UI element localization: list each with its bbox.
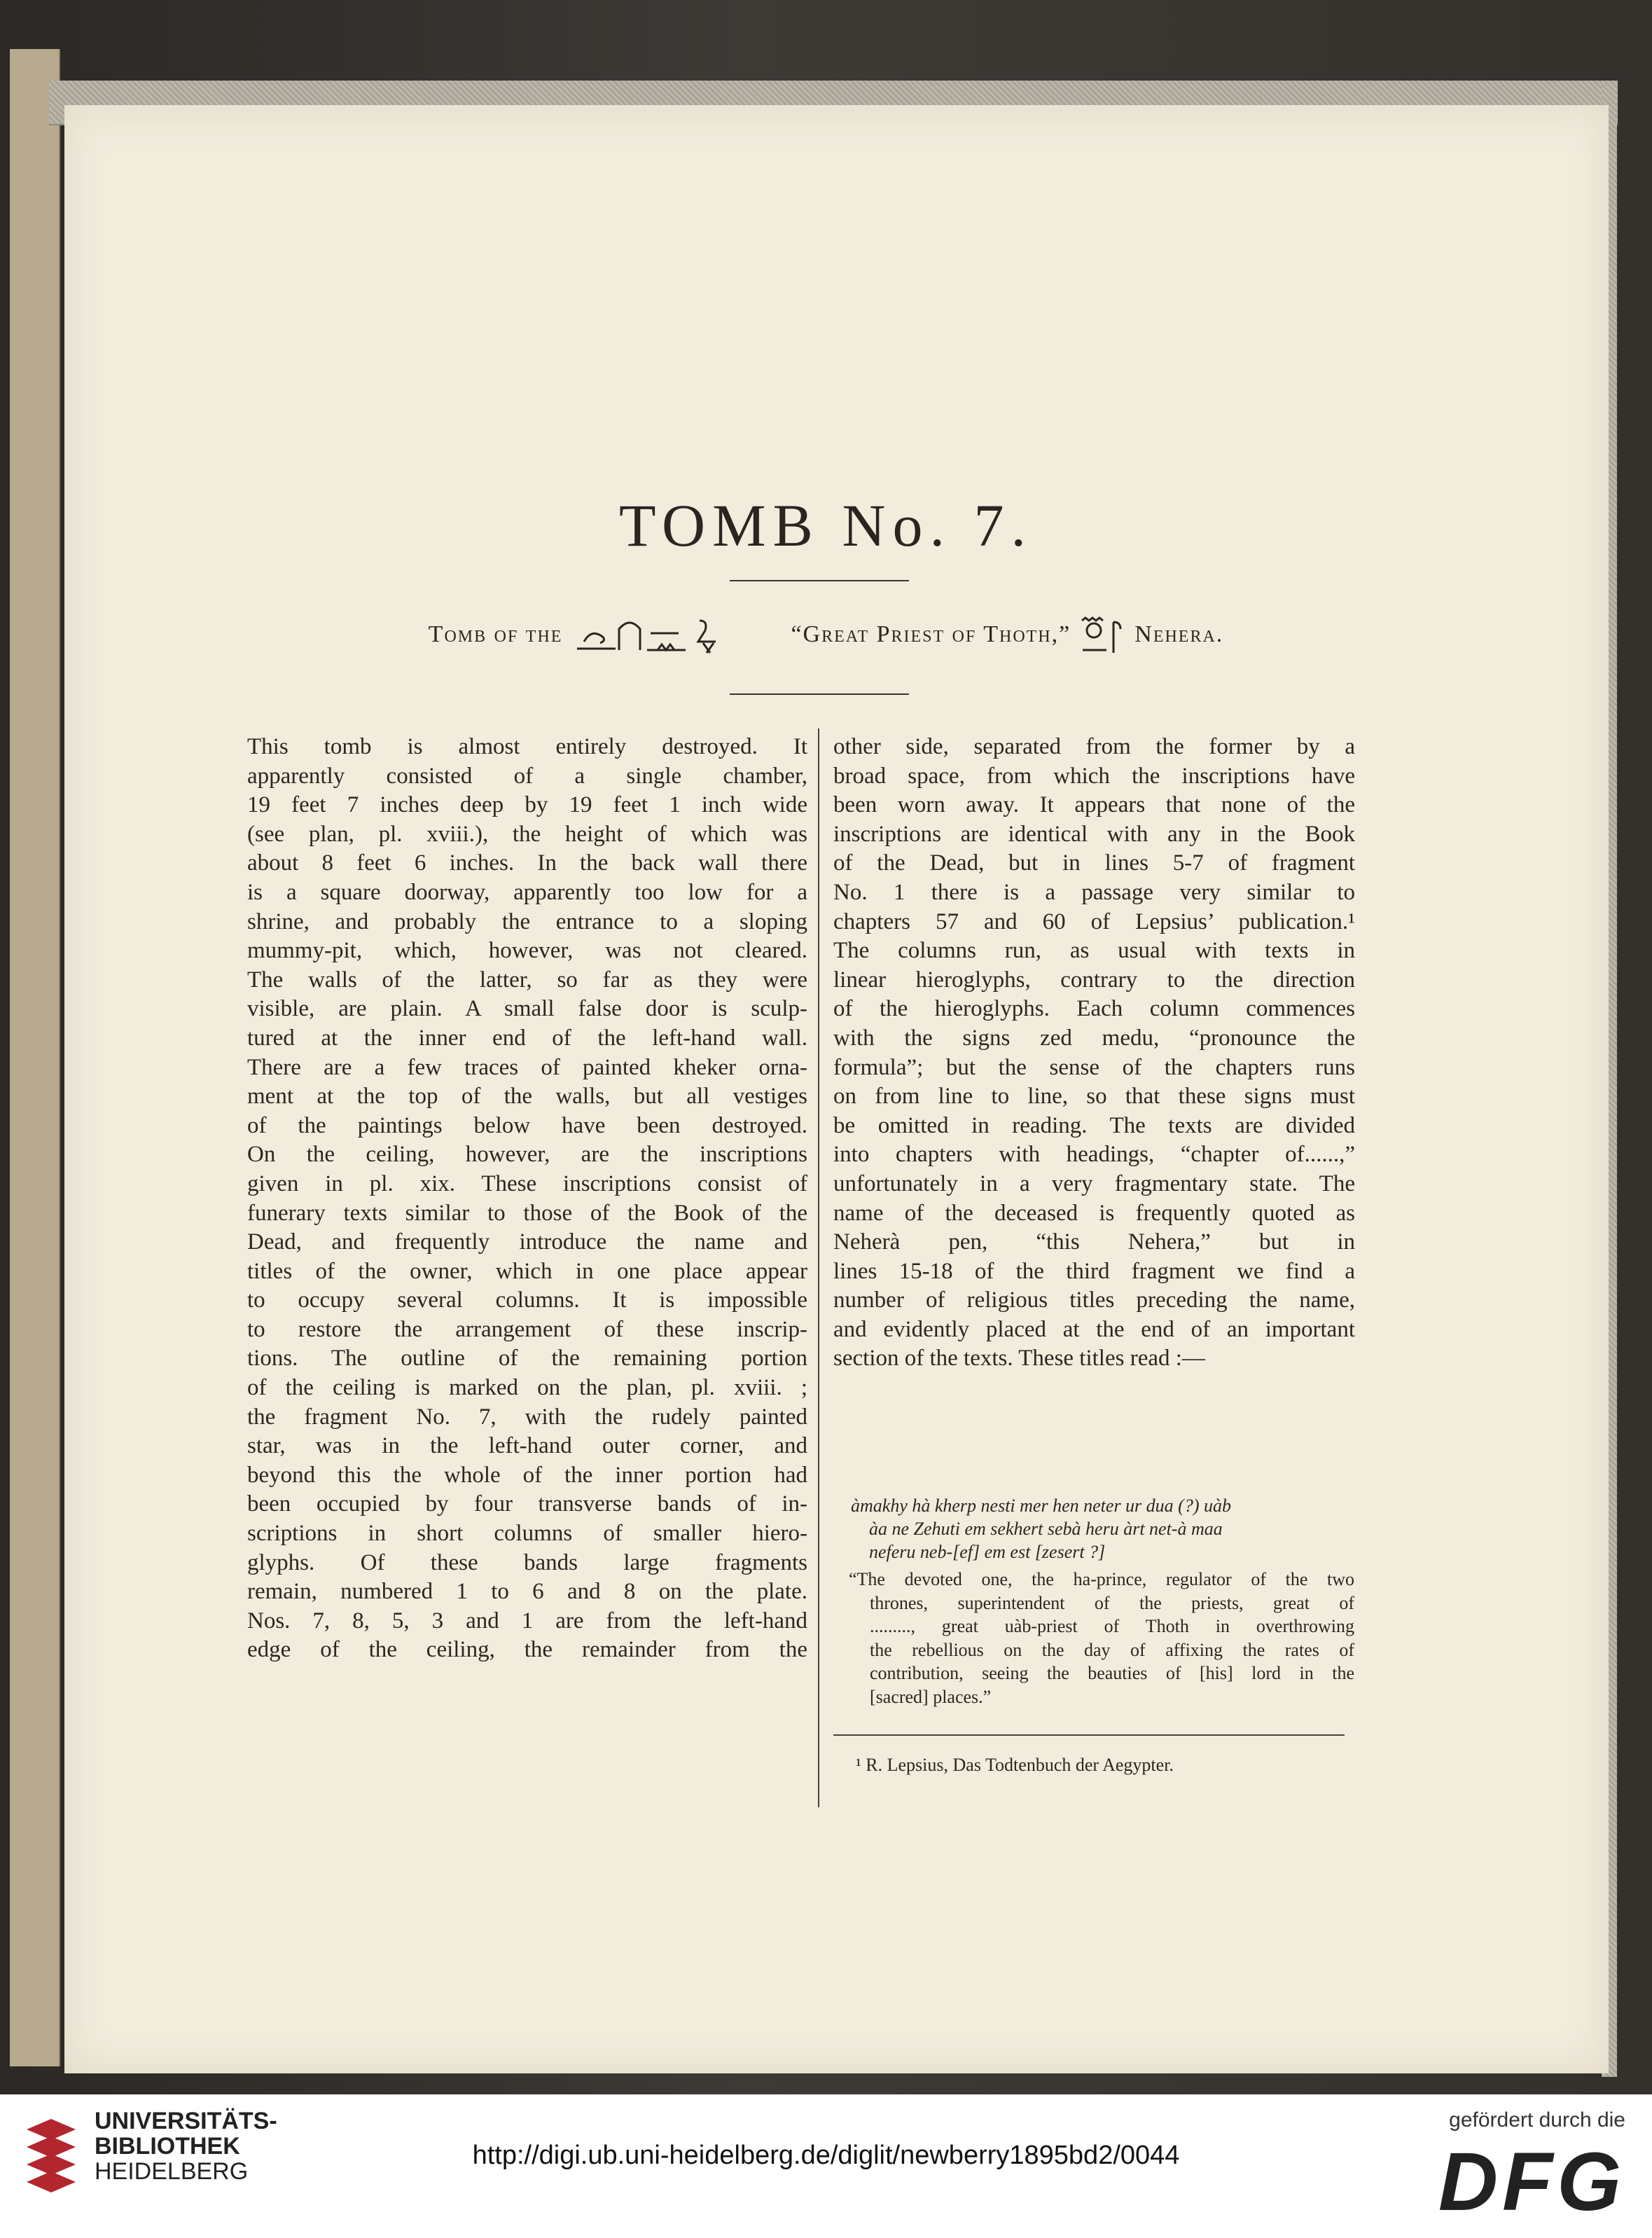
text-line: given in pl. xix. These inscriptions consist of — [247, 1170, 807, 1196]
text-line: into chapters with headings, “chapter of......,” — [833, 1142, 1355, 1168]
text-line: on from line to line, so that these signs must — [833, 1084, 1355, 1110]
transliteration-line: neferu neb-[ef] em est [zesert ?] — [869, 1542, 1106, 1562]
book-board-edge — [10, 49, 60, 2066]
subtitle-prefix: Tomb of the — [428, 621, 563, 647]
text-line: beyond this the whole of the inner portion had — [247, 1462, 807, 1488]
translation-line: ........., great uàb-priest of Thoth in overthrowing — [870, 1616, 1354, 1636]
translation-line: thrones, superintendent of the priests, great of — [870, 1592, 1354, 1613]
text-line: The columns run, as usual with texts in — [833, 938, 1355, 964]
text-line: and evidently placed at the end of an important — [833, 1316, 1355, 1342]
text-line: of the paintings below have been destroyed. — [247, 1112, 807, 1138]
funded-by-label: gefördert durch die — [1449, 2108, 1625, 2132]
library-name-line3: HEIDELBERG — [95, 2158, 249, 2185]
text-line: On the ceiling, however, are the inscriptions — [247, 1142, 807, 1168]
text-line: star, was in the left-hand outer corner, and — [247, 1433, 807, 1459]
translation-line: “The devoted one, the ha-prince, regulator of the two — [849, 1569, 1354, 1589]
text-line: of the ceiling is marked on the plan, pl. xviii. ; — [247, 1375, 807, 1401]
transliteration-line: àmakhy hà kherp nesti mer hen neter ur dua (?) uàb — [851, 1496, 1231, 1516]
library-name-line2: BIBLIOTHEK — [95, 2133, 240, 2160]
name-hieroglyph-icon — [1078, 615, 1127, 657]
text-line: Dead, and frequently introduce the name and — [247, 1229, 807, 1255]
text-line: section of the texts. These titles read :— — [833, 1346, 1205, 1372]
source-url-link[interactable]: http://digi.ub.uni-heidelberg.de/diglit/newberry1895bd2/0044 — [472, 2141, 1180, 2170]
text-line: be omitted in reading. The texts are divided — [833, 1112, 1355, 1138]
transliteration-line: àa ne Zehuti em sekhert sebà heru àrt net-à maa — [869, 1519, 1223, 1539]
text-line: scriptions in short columns of smaller hiero- — [247, 1521, 807, 1547]
subtitle-name: Nehera. — [1134, 621, 1224, 647]
text-line: titles of the owner, which in one place appear — [247, 1258, 807, 1284]
text-line: the fragment No. 7, with the rudely painted — [247, 1404, 807, 1430]
text-line: There are a few traces of painted kheker orna- — [247, 1054, 807, 1080]
text-line: name of the deceased is frequently quoted as — [833, 1200, 1355, 1226]
text-line: Neherà pen, “this Nehera,” but in — [833, 1229, 1355, 1255]
text-line: number of religious titles preceding the name, — [833, 1287, 1355, 1313]
text-line: about 8 feet 6 inches. In the back wall there — [247, 850, 807, 876]
text-line: (see plan, pl. xviii.), the height of which was — [247, 821, 807, 847]
title-rule-bottom — [730, 693, 909, 695]
text-line: This tomb is almost entirely destroyed. It — [247, 734, 807, 759]
text-line: been worn away. It appears that none of the — [833, 792, 1355, 818]
transliteration-block — [851, 1494, 1355, 1563]
translation-line: the rebellious on the day of affixing the rates of — [870, 1639, 1354, 1660]
column-divider — [818, 728, 819, 1807]
page-title: TOMB No. 7. — [618, 492, 1034, 559]
text-line: of the hieroglyphs. Each column commences — [833, 996, 1355, 1022]
footnote-rule — [833, 1734, 1345, 1736]
text-line: lines 15-18 of the third fragment we find a — [833, 1258, 1355, 1284]
text-line: ment at the top of the walls, but all vestiges — [247, 1084, 807, 1110]
text-line: broad space, from which the inscriptions have — [833, 763, 1355, 789]
text-line: The walls of the latter, so far as they were — [247, 967, 807, 993]
text-line: formula”; but the sense of the chapters runs — [833, 1054, 1355, 1080]
text-line: unfortunately in a very fragmentary state. The — [833, 1170, 1355, 1196]
text-line: been occupied by four transverse bands of in- — [247, 1491, 807, 1517]
translation-block — [849, 1568, 1354, 1708]
library-name-line1: UNIVERSITÄTS- — [95, 2108, 277, 2134]
title-rule-top — [730, 580, 909, 581]
text-line: other side, separated from the former by a — [833, 734, 1355, 759]
translation-line: [sacred] places.” — [870, 1686, 992, 1707]
translation-line: contribution, seeing the beauties of [his] lord in the — [870, 1663, 1354, 1683]
page-subtitle — [0, 615, 1652, 657]
text-line: to restore the arrangement of these inscrip- — [247, 1316, 807, 1342]
text-line: No. 1 there is a passage very similar to — [833, 879, 1355, 905]
text-line: linear hieroglyphs, contrary to the direction — [833, 967, 1355, 993]
dfg-logo: DFG — [1438, 2136, 1625, 2228]
text-line: is a square doorway, apparently too low for a — [247, 879, 807, 905]
left-column — [247, 733, 807, 1665]
text-line: tions. The outline of the remaining portion — [247, 1346, 807, 1372]
text-line: edge of the ceiling, the remainder from the — [247, 1637, 807, 1663]
text-line: inscriptions are identical with any in the Book — [833, 821, 1355, 847]
text-line: visible, are plain. A small false door is sculp- — [247, 996, 807, 1022]
text-line: tured at the inner end of the left-hand wall. — [247, 1025, 807, 1051]
text-line: shrine, and probably the entrance to a sloping — [247, 909, 807, 934]
text-line: apparently consisted of a single chamber, — [247, 763, 807, 789]
right-column — [833, 733, 1355, 1374]
text-line: to occupy several columns. It is impossible — [247, 1287, 807, 1313]
text-line: glyphs. Of these bands large fragments — [247, 1549, 807, 1575]
hieroglyph-group-icon — [570, 615, 784, 657]
text-line: 19 feet 7 inches deep by 19 feet 1 inch wide — [247, 792, 807, 818]
text-line: with the signs zed medu, “pronounce the — [833, 1025, 1355, 1051]
subtitle-quote: “Great Priest of Thoth,” — [791, 621, 1071, 647]
text-line: remain, numbered 1 to 6 and 8 on the plate. — [247, 1579, 807, 1605]
text-line: chapters 57 and 60 of Lepsius’ publication.¹ — [833, 909, 1355, 934]
text-line: mummy-pit, which, however, was not cleared. — [247, 938, 807, 964]
text-line: funerary texts similar to those of the Book of the — [247, 1200, 807, 1226]
footnote: ¹ R. Lepsius, Das Todtenbuch der Aegypter. — [856, 1755, 1174, 1775]
text-line: Nos. 7, 8, 5, 3 and 1 are from the left-hand — [247, 1608, 807, 1633]
text-line: of the Dead, but in lines 5-7 of fragment — [833, 850, 1355, 876]
